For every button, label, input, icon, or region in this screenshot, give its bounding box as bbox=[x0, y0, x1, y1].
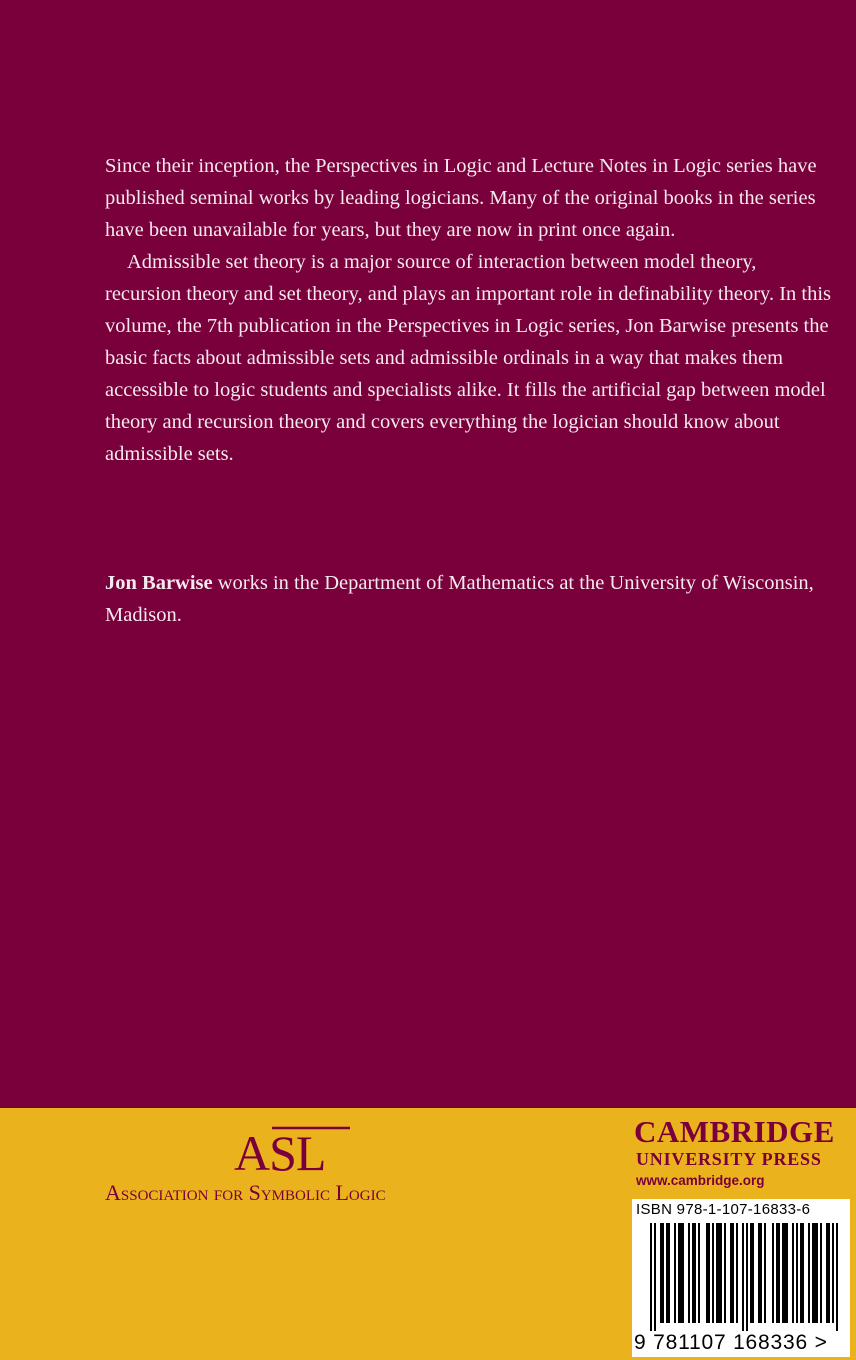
barcode-bar bbox=[694, 1223, 696, 1323]
barcode-bar bbox=[772, 1223, 774, 1323]
cover-blurb bbox=[105, 150, 835, 470]
barcode-bar bbox=[812, 1223, 814, 1323]
publisher-band bbox=[0, 1108, 856, 1360]
isbn-barcode bbox=[632, 1199, 850, 1357]
barcode-bar bbox=[730, 1223, 732, 1323]
barcode-bar bbox=[750, 1223, 752, 1323]
barcode-bar bbox=[736, 1223, 738, 1323]
publisher-subtitle: UNIVERSITY PRESS bbox=[636, 1149, 822, 1169]
barcode-bar bbox=[666, 1223, 668, 1323]
barcode-bar bbox=[678, 1223, 680, 1323]
barcode-bar bbox=[680, 1223, 682, 1323]
barcode-bar bbox=[712, 1223, 714, 1323]
barcode-bar bbox=[776, 1223, 778, 1323]
barcode-bar bbox=[814, 1223, 816, 1323]
barcode-bar bbox=[674, 1223, 676, 1323]
barcode-bar bbox=[698, 1223, 700, 1323]
barcode-bar bbox=[784, 1223, 786, 1323]
barcode-bar bbox=[792, 1223, 794, 1323]
barcode-bar bbox=[688, 1223, 690, 1323]
barcode-bar bbox=[720, 1223, 722, 1323]
barcode-bar bbox=[826, 1223, 828, 1323]
barcode-bar bbox=[654, 1223, 656, 1331]
barcode-bar bbox=[692, 1223, 694, 1323]
publisher-name: CAMBRIDGE bbox=[634, 1114, 835, 1149]
blurb-paragraph-1: Since their inception, the Perspectives in Logic and Lecture Notes in Logic series have published seminal works by leading logicians. Many of the original books in the series have been unavailable for years, but they are now in print once again. bbox=[105, 155, 817, 241]
barcode-bar bbox=[828, 1223, 830, 1323]
barcode-bars bbox=[632, 1221, 850, 1331]
barcode-bar bbox=[660, 1223, 662, 1323]
author-name: Jon Barwise bbox=[105, 572, 213, 594]
barcode-bar bbox=[718, 1223, 720, 1323]
barcode-bar bbox=[796, 1223, 798, 1323]
barcode-bar bbox=[732, 1223, 734, 1323]
asl-logo bbox=[232, 1126, 356, 1178]
barcode-bar bbox=[808, 1223, 810, 1323]
barcode-bar bbox=[820, 1223, 822, 1323]
barcode-bar bbox=[650, 1223, 652, 1331]
barcode-bar bbox=[708, 1223, 710, 1323]
barcode-bar bbox=[816, 1223, 818, 1323]
barcode-bar bbox=[782, 1223, 784, 1323]
barcode-bar bbox=[706, 1223, 708, 1323]
barcode-bar bbox=[668, 1223, 670, 1323]
barcode-bar bbox=[724, 1223, 726, 1323]
barcode-bar bbox=[742, 1223, 744, 1331]
barcode-bar bbox=[800, 1223, 802, 1323]
barcode-bar bbox=[802, 1223, 804, 1323]
asl-logo-text: ASL bbox=[234, 1126, 326, 1178]
barcode-bar bbox=[758, 1223, 760, 1323]
barcode-bar bbox=[746, 1223, 748, 1331]
barcode-digits: 9 781107 168336 > bbox=[634, 1331, 828, 1354]
isbn-label: ISBN 978-1-107-16833-6 bbox=[636, 1201, 811, 1218]
barcode-bar bbox=[832, 1223, 834, 1323]
author-bio-text: works in the Department of Mathematics at the University of Wisconsin, Madison. bbox=[105, 572, 814, 626]
barcode-bar bbox=[662, 1223, 664, 1323]
blurb-paragraph-2: Admissible set theory is a major source of interaction between model theory, recursion theory and set theory, and plays an important role in definability theory. In this volume, the 7th publication in the Perspectives in Logic series, Jon Barwise presents the basic facts about admissible sets and admissible ordinals in a way that makes them accessible to logic students and specialists alike. It fills the artificial gap between model theory and recursion theory and covers everything the logician should know about admissible sets. bbox=[105, 251, 832, 465]
barcode-bar bbox=[716, 1223, 718, 1323]
barcode-bar bbox=[760, 1223, 762, 1323]
barcode-bar bbox=[778, 1223, 780, 1323]
barcode-bar bbox=[764, 1223, 766, 1323]
asl-name: Association for Symbolic Logic bbox=[105, 1180, 386, 1205]
barcode-bar bbox=[786, 1223, 788, 1323]
publisher-url: www.cambridge.org bbox=[636, 1173, 765, 1188]
barcode-bar bbox=[752, 1223, 754, 1323]
author-bio bbox=[105, 567, 835, 631]
barcode-bar bbox=[682, 1223, 684, 1323]
barcode-bar bbox=[836, 1223, 838, 1331]
